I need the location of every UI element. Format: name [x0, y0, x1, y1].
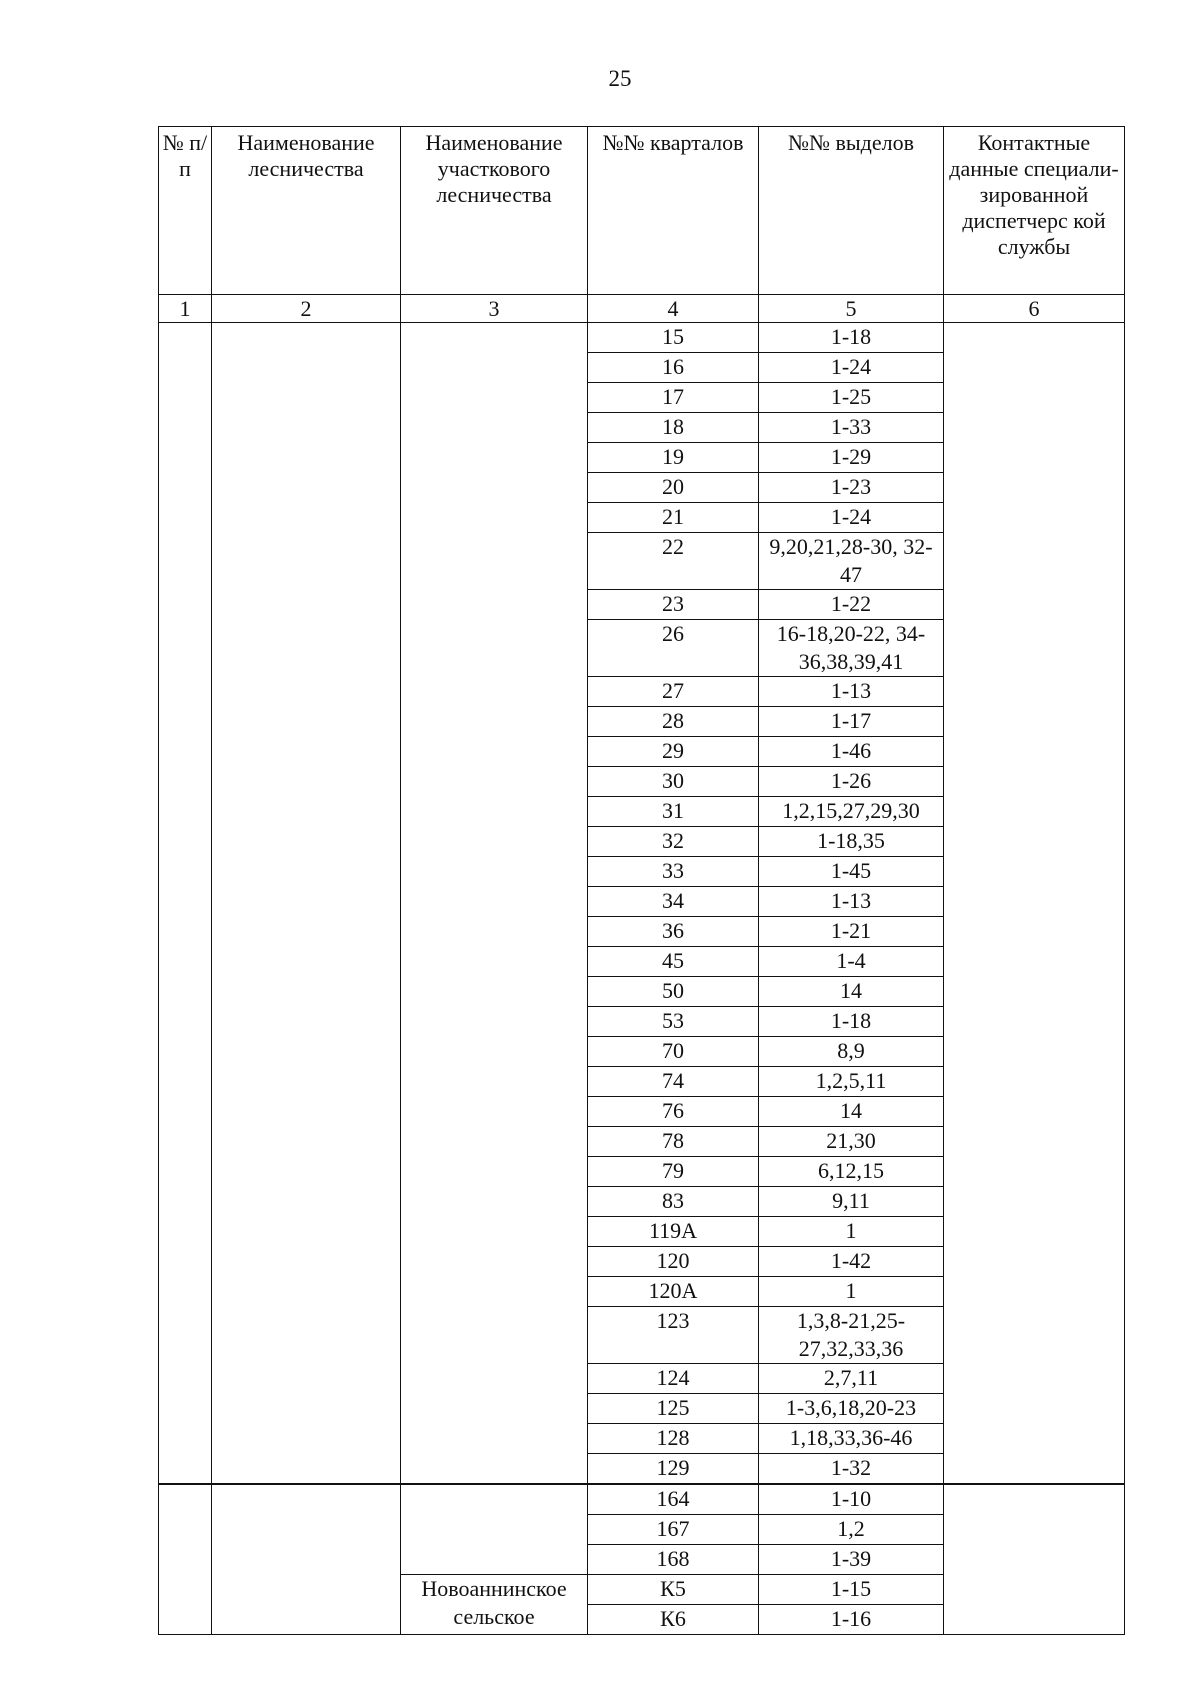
quarter-cell: 76: [588, 1097, 759, 1127]
plots-cell: 16-18,20-22, 34- 36,38,39,41: [759, 620, 944, 677]
plots-cell: 14: [759, 977, 944, 1007]
quarter-cell: 168: [588, 1545, 759, 1575]
contacts-cell: [944, 1484, 1125, 1635]
plots-cell: 1-22: [759, 590, 944, 620]
quarter-cell: 30: [588, 767, 759, 797]
quarter-cell: 20: [588, 473, 759, 503]
number-cell: [159, 323, 212, 1485]
plots-cell: 1,2,15,27,29,30: [759, 797, 944, 827]
plots-cell: 1-13: [759, 677, 944, 707]
quarter-cell: 79: [588, 1157, 759, 1187]
plots-cell: 1-10: [759, 1484, 944, 1515]
quarter-cell: 119А: [588, 1217, 759, 1247]
plots-cell: 1-21: [759, 917, 944, 947]
quarter-cell: 50: [588, 977, 759, 1007]
quarter-cell: 83: [588, 1187, 759, 1217]
quarter-cell: 74: [588, 1067, 759, 1097]
plots-cell: 9,20,21,28-30, 32-47: [759, 533, 944, 590]
page-number: 25: [608, 66, 632, 91]
plots-cell: 1-46: [759, 737, 944, 767]
quarter-cell: 123: [588, 1307, 759, 1364]
plots-cell: 1: [759, 1217, 944, 1247]
plots-cell: 1-18: [759, 1007, 944, 1037]
column-number: 5: [759, 295, 944, 323]
plots-cell: 9,11: [759, 1187, 944, 1217]
plots-cell: 1-25: [759, 383, 944, 413]
plots-cell: 1-24: [759, 503, 944, 533]
quarter-cell: 28: [588, 707, 759, 737]
district-cell: [401, 323, 588, 1485]
plots-cell: 1-32: [759, 1454, 944, 1485]
table-row: [159, 1484, 1125, 1515]
plots-cell: 1-29: [759, 443, 944, 473]
quarter-cell: 19: [588, 443, 759, 473]
quarter-cell: 17: [588, 383, 759, 413]
quarter-cell: 31: [588, 797, 759, 827]
plots-cell: 8,9: [759, 1037, 944, 1067]
quarter-cell: 29: [588, 737, 759, 767]
plots-cell: 1-26: [759, 767, 944, 797]
quarter-cell: 124: [588, 1364, 759, 1394]
plots-cell: 1-42: [759, 1247, 944, 1277]
plots-cell: 14: [759, 1097, 944, 1127]
quarter-cell: 18: [588, 413, 759, 443]
plots-cell: 1-24: [759, 353, 944, 383]
quarter-cell: 167: [588, 1515, 759, 1545]
plots-cell: 1,2: [759, 1515, 944, 1545]
quarter-cell: 164: [588, 1484, 759, 1515]
plots-cell: 1-15: [759, 1575, 944, 1605]
forestry-cell: [212, 1484, 401, 1635]
plots-cell: 1-45: [759, 857, 944, 887]
quarter-cell: 53: [588, 1007, 759, 1037]
quarter-cell: 22: [588, 533, 759, 590]
plots-cell: 1-3,6,18,20-23: [759, 1394, 944, 1424]
header-number: № п/п: [159, 127, 212, 295]
plots-cell: 21,30: [759, 1127, 944, 1157]
quarter-cell: 33: [588, 857, 759, 887]
quarter-cell: 15: [588, 323, 759, 353]
header-forestry: Наименование лесничества: [212, 127, 401, 295]
plots-cell: 1-16: [759, 1605, 944, 1635]
column-number: 6: [944, 295, 1125, 323]
quarter-cell: 26: [588, 620, 759, 677]
plots-cell: 1-4: [759, 947, 944, 977]
section-2: [159, 1484, 1125, 1635]
quarter-cell: 36: [588, 917, 759, 947]
quarter-cell: 45: [588, 947, 759, 977]
quarter-cell: 16: [588, 353, 759, 383]
column-number-row: [159, 295, 1125, 323]
contacts-cell: [944, 323, 1125, 1485]
header-district-forestry: Наименование участкового лесничества: [401, 127, 588, 295]
number-cell: [159, 1484, 212, 1635]
plots-cell: 1-18: [759, 323, 944, 353]
quarter-cell: 120А: [588, 1277, 759, 1307]
section-1: [159, 323, 1125, 1485]
column-number: 4: [588, 295, 759, 323]
column-number: 2: [212, 295, 401, 323]
header-contacts: Контактные данные специали- зированной диспетчерс кой службы: [944, 127, 1125, 295]
forestry-table: [158, 126, 1125, 1635]
plots-cell: 1-39: [759, 1545, 944, 1575]
quarter-cell: 125: [588, 1394, 759, 1424]
header-row: [159, 127, 1125, 295]
plots-cell: 1-18,35: [759, 827, 944, 857]
plots-cell: 2,7,11: [759, 1364, 944, 1394]
quarter-cell: К5: [588, 1575, 759, 1605]
plots-cell: 1,2,5,11: [759, 1067, 944, 1097]
plots-cell: 1,18,33,36-46: [759, 1424, 944, 1454]
forestry-cell: [212, 323, 401, 1485]
plots-cell: 1-33: [759, 413, 944, 443]
header-plots: №№ выделов: [759, 127, 944, 295]
quarter-cell: 23: [588, 590, 759, 620]
quarter-cell: 32: [588, 827, 759, 857]
header-quarters: №№ кварталов: [588, 127, 759, 295]
plots-cell: 1: [759, 1277, 944, 1307]
plots-cell: 1-17: [759, 707, 944, 737]
quarter-cell: 120: [588, 1247, 759, 1277]
quarter-cell: 78: [588, 1127, 759, 1157]
plots-cell: 1,3,8-21,25- 27,32,33,36: [759, 1307, 944, 1364]
plots-cell: 1-23: [759, 473, 944, 503]
quarter-cell: 128: [588, 1424, 759, 1454]
quarter-cell: 70: [588, 1037, 759, 1067]
column-number: 3: [401, 295, 588, 323]
plots-cell: 1-13: [759, 887, 944, 917]
quarter-cell: 34: [588, 887, 759, 917]
quarter-cell: 27: [588, 677, 759, 707]
district-name-cell: Новоаннинское сельское: [401, 1575, 588, 1635]
plots-cell: 6,12,15: [759, 1157, 944, 1187]
quarter-cell: 21: [588, 503, 759, 533]
table-row: [159, 323, 1125, 353]
quarter-cell: К6: [588, 1605, 759, 1635]
column-number: 1: [159, 295, 212, 323]
quarter-cell: 129: [588, 1454, 759, 1485]
district-cell: [401, 1484, 588, 1575]
